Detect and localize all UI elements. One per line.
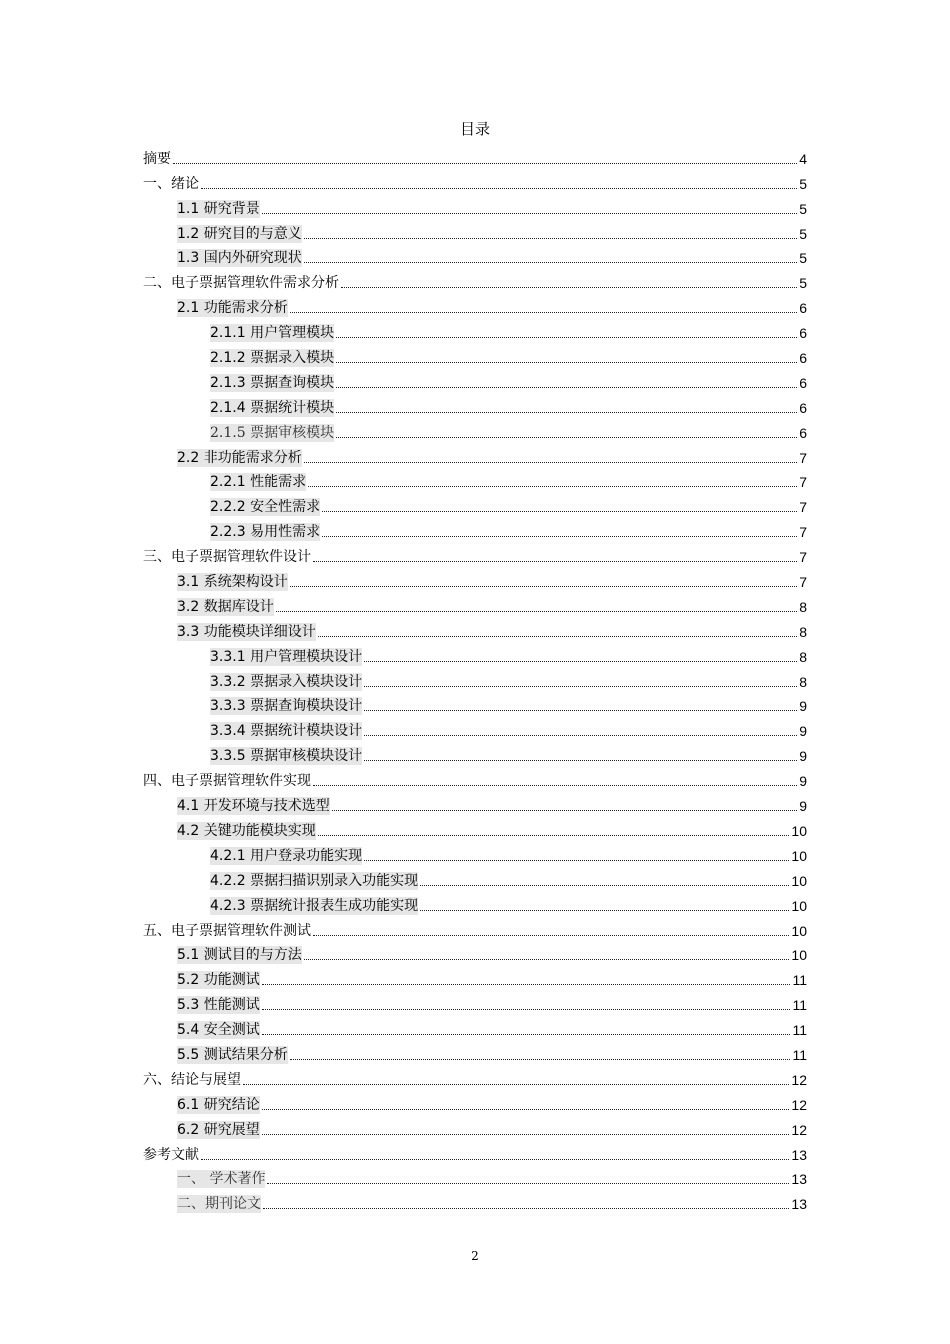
toc-entry-label: 5.5 测试结果分析	[177, 1046, 288, 1063]
toc-entry-page: 10	[791, 922, 807, 939]
toc-dot-leader	[173, 163, 797, 164]
toc-list	[143, 143, 807, 1213]
toc-dot-leader	[308, 486, 797, 487]
toc-entry-label: 4.1 开发环境与技术选型	[177, 798, 330, 815]
toc-entry[interactable]	[143, 292, 807, 317]
toc-dot-leader	[364, 686, 797, 687]
toc-entry-page: 13	[791, 1171, 807, 1188]
toc-entry-label: 二、电子票据管理软件需求分析	[143, 275, 339, 292]
toc-dot-leader	[304, 959, 790, 960]
toc-entry-label: 2.1.5 票据审核模块	[210, 424, 335, 441]
toc-dot-leader	[313, 785, 797, 786]
toc-entry-page: 10	[791, 872, 807, 889]
toc-entry-page: 7	[799, 524, 807, 541]
toc-entry-label: 3.3.5 票据审核模块设计	[210, 748, 363, 765]
toc-dot-leader	[336, 412, 797, 413]
toc-entry-page: 6	[799, 300, 807, 317]
toc-dot-leader	[304, 238, 797, 239]
toc-entry-label: 2.2.2 安全性需求	[210, 499, 321, 516]
toc-entry-page: 5	[799, 225, 807, 242]
toc-entry-page: 6	[799, 325, 807, 342]
toc-entry[interactable]	[143, 417, 807, 442]
toc-entry-page: 9	[799, 698, 807, 715]
toc-entry[interactable]	[143, 367, 807, 392]
toc-entry-label: 4.2.1 用户登录功能实现	[210, 847, 363, 864]
toc-entry-page: 5	[799, 275, 807, 292]
toc-dot-leader	[290, 1059, 791, 1060]
toc-entry[interactable]	[143, 616, 807, 641]
toc-entry-label: 6.1 研究结论	[177, 1096, 260, 1113]
toc-entry[interactable]	[143, 168, 807, 193]
toc-entry[interactable]	[143, 666, 807, 691]
toc-dot-leader	[262, 1109, 790, 1110]
toc-entry-label: 参考文献	[143, 1146, 199, 1163]
toc-dot-leader	[336, 362, 797, 363]
toc-entry-label: 3.3.3 票据查询模块设计	[210, 698, 363, 715]
toc-dot-leader	[420, 910, 789, 911]
toc-entry-label: 摘要	[143, 150, 171, 167]
toc-dot-leader	[336, 387, 797, 388]
toc-dot-leader	[336, 337, 797, 338]
toc-entry[interactable]	[143, 641, 807, 666]
toc-entry-page: 8	[799, 673, 807, 690]
toc-dot-leader	[322, 511, 797, 512]
toc-entry-page: 8	[799, 623, 807, 640]
toc-entry[interactable]	[143, 765, 807, 790]
toc-entry-label: 4.2.3 票据统计报表生成功能实现	[210, 897, 419, 914]
toc-entry-page: 9	[799, 798, 807, 815]
toc-entry-page: 7	[799, 574, 807, 591]
toc-entry[interactable]	[143, 940, 807, 965]
toc-entry[interactable]	[143, 790, 807, 815]
toc-entry-label: 5.3 性能测试	[177, 997, 260, 1014]
toc-entry[interactable]	[143, 691, 807, 716]
toc-dot-leader	[263, 1208, 789, 1209]
toc-entry[interactable]	[143, 442, 807, 467]
toc-entry[interactable]	[143, 1014, 807, 1039]
toc-entry[interactable]	[143, 1139, 807, 1164]
toc-dot-leader	[290, 312, 797, 313]
toc-dot-leader	[201, 188, 797, 189]
toc-entry-label: 1.3 国内外研究现状	[177, 250, 302, 267]
toc-entry-page: 8	[799, 598, 807, 615]
toc-entry-page: 7	[799, 499, 807, 516]
toc-entry-label: 4.2 关键功能模块实现	[177, 822, 316, 839]
toc-entry[interactable]	[143, 317, 807, 342]
toc-dot-leader	[243, 1084, 789, 1085]
toc-entry[interactable]	[143, 243, 807, 268]
toc-dot-leader	[364, 710, 797, 711]
toc-dot-leader	[318, 636, 797, 637]
toc-entry-label: 二、期刊论文	[177, 1196, 261, 1213]
toc-entry[interactable]	[143, 890, 807, 915]
toc-dot-leader	[364, 760, 797, 761]
toc-entry-page: 10	[791, 897, 807, 914]
toc-dot-leader	[290, 586, 797, 587]
toc-entry-label: 2.1 功能需求分析	[177, 300, 288, 317]
toc-entry-page: 6	[799, 374, 807, 391]
toc-entry-label: 5.2 功能测试	[177, 972, 260, 989]
toc-entry-page: 11	[792, 972, 807, 989]
toc-entry-page: 13	[791, 1146, 807, 1163]
toc-dot-leader	[364, 735, 797, 736]
toc-title: 目录	[459, 120, 490, 138]
toc-entry-page: 12	[791, 1121, 807, 1138]
toc-entry-label: 3.2 数据库设计	[177, 598, 274, 615]
toc-entry-label: 6.2 研究展望	[177, 1121, 260, 1138]
toc-entry-label: 四、电子票据管理软件实现	[143, 773, 311, 790]
toc-entry[interactable]	[143, 989, 807, 1014]
toc-entry-label: 五、电子票据管理软件测试	[143, 922, 311, 939]
toc-entry[interactable]	[143, 1164, 807, 1189]
toc-entry-page: 11	[792, 1046, 807, 1063]
toc-entry[interactable]	[143, 566, 807, 591]
toc-entry-page: 7	[799, 449, 807, 466]
toc-entry-page: 8	[799, 648, 807, 665]
toc-dot-leader	[364, 661, 797, 662]
toc-dot-leader	[304, 462, 797, 463]
toc-dot-leader	[336, 437, 797, 438]
toc-entry-label: 3.3.4 票据统计模块设计	[210, 723, 363, 740]
toc-entry-page: 9	[799, 773, 807, 790]
toc-entry[interactable]	[143, 964, 807, 989]
toc-entry-label: 一、绪论	[143, 175, 199, 192]
toc-entry[interactable]	[143, 267, 807, 292]
toc-dot-leader	[341, 287, 797, 288]
toc-entry[interactable]	[143, 193, 807, 218]
toc-entry[interactable]	[143, 491, 807, 516]
toc-entry-page: 5	[799, 200, 807, 217]
toc-entry-label: 2.2 非功能需求分析	[177, 449, 302, 466]
toc-dot-leader	[262, 1009, 791, 1010]
toc-entry-label: 1.1 研究背景	[177, 200, 260, 217]
toc-entry[interactable]	[143, 815, 807, 840]
toc-dot-leader	[313, 935, 789, 936]
toc-entry-label: 5.1 测试目的与方法	[177, 947, 302, 964]
toc-entry-label: 2.2.1 性能需求	[210, 474, 307, 491]
toc-entry-page: 13	[791, 1196, 807, 1213]
toc-entry-label: 3.3.1 用户管理模块设计	[210, 648, 363, 665]
toc-entry-label: 三、电子票据管理软件设计	[143, 549, 311, 566]
toc-entry-label: 5.4 安全测试	[177, 1022, 260, 1039]
toc-entry[interactable]	[143, 840, 807, 865]
toc-entry[interactable]	[143, 1188, 807, 1213]
toc-entry-page: 10	[791, 847, 807, 864]
toc-dot-leader	[313, 561, 797, 562]
toc-entry[interactable]	[143, 143, 807, 168]
toc-dot-leader	[262, 1134, 790, 1135]
toc-entry[interactable]	[143, 1114, 807, 1139]
toc-dot-leader	[262, 984, 791, 985]
toc-entry[interactable]	[143, 218, 807, 243]
toc-entry-label: 3.1 系统架构设计	[177, 574, 288, 591]
toc-entry[interactable]	[143, 1089, 807, 1114]
toc-entry-page: 11	[792, 1022, 807, 1039]
toc-entry-label: 3.3 功能模块详细设计	[177, 623, 316, 640]
toc-dot-leader	[304, 262, 797, 263]
toc-entry-page: 6	[799, 399, 807, 416]
toc-entry[interactable]	[143, 516, 807, 541]
toc-entry[interactable]	[143, 740, 807, 765]
toc-entry-label: 2.1.1 用户管理模块	[210, 325, 335, 342]
toc-entry-page: 12	[791, 1096, 807, 1113]
toc-entry-page: 11	[792, 997, 807, 1014]
toc-entry-page: 9	[799, 748, 807, 765]
toc-dot-leader	[322, 536, 797, 537]
toc-entry-label: 六、结论与展望	[143, 1071, 241, 1088]
toc-entry[interactable]	[143, 342, 807, 367]
toc-entry[interactable]	[143, 1039, 807, 1064]
toc-entry[interactable]	[143, 1064, 807, 1089]
toc-entry-page: 6	[799, 350, 807, 367]
toc-dot-leader	[267, 1183, 789, 1184]
toc-entry-label: 2.1.4 票据统计模块	[210, 399, 335, 416]
toc-entry[interactable]	[143, 392, 807, 417]
toc-entry-label: 一、 学术著作	[177, 1171, 266, 1188]
toc-entry-page: 12	[791, 1071, 807, 1088]
toc-entry-page: 7	[799, 549, 807, 566]
toc-entry-page: 4	[799, 150, 807, 167]
toc-entry-label: 2.2.3 易用性需求	[210, 524, 321, 541]
toc-dot-leader	[276, 611, 797, 612]
toc-entry-label: 4.2.2 票据扫描识别录入功能实现	[210, 872, 419, 889]
toc-entry[interactable]	[143, 541, 807, 566]
toc-entry[interactable]	[143, 715, 807, 740]
toc-dot-leader	[262, 1034, 791, 1035]
toc-entry-label: 2.1.3 票据查询模块	[210, 374, 335, 391]
toc-entry-page: 10	[791, 822, 807, 839]
toc-entry-page: 10	[791, 947, 807, 964]
toc-entry-page: 9	[799, 723, 807, 740]
toc-dot-leader	[201, 1159, 789, 1160]
page-number: 2	[471, 1249, 479, 1263]
toc-entry[interactable]	[143, 865, 807, 890]
toc-entry-page: 5	[799, 250, 807, 267]
toc-dot-leader	[262, 213, 797, 214]
toc-entry-page: 7	[799, 474, 807, 491]
toc-entry[interactable]	[143, 915, 807, 940]
toc-dot-leader	[364, 860, 789, 861]
toc-entry-page: 5	[799, 175, 807, 192]
toc-entry[interactable]	[143, 591, 807, 616]
toc-entry-label: 1.2 研究目的与意义	[177, 225, 302, 242]
toc-entry-label: 3.3.2 票据录入模块设计	[210, 673, 363, 690]
toc-entry-page: 6	[799, 424, 807, 441]
toc-dot-leader	[332, 810, 797, 811]
toc-dot-leader	[318, 835, 790, 836]
toc-entry[interactable]	[143, 467, 807, 492]
toc-entry-label: 2.1.2 票据录入模块	[210, 350, 335, 367]
toc-dot-leader	[420, 885, 789, 886]
